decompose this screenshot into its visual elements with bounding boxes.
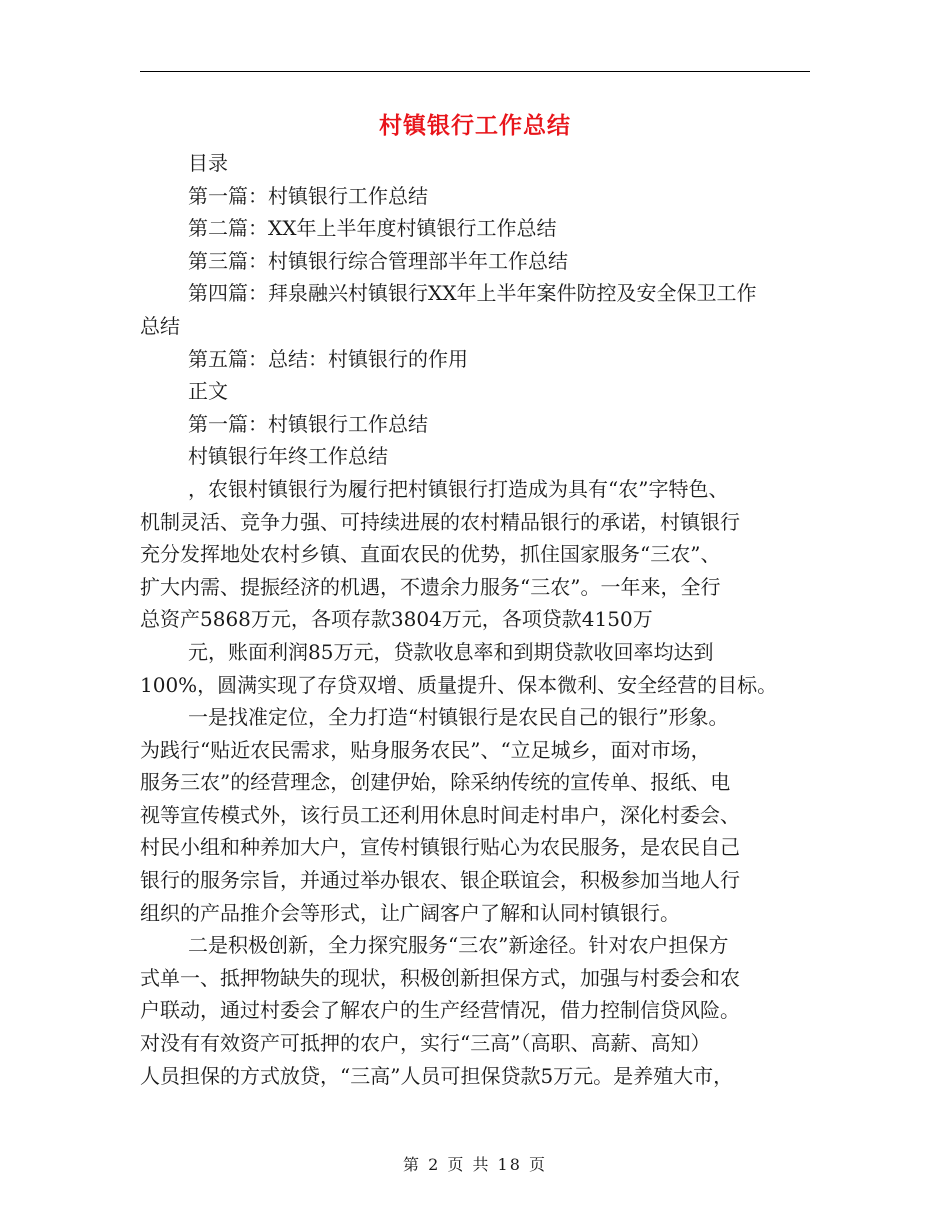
page-footer: 第 2 页 共 18 页 bbox=[403, 1155, 547, 1174]
text-line: 扩大内需、提振经济的机遇，不遗余力服务“三农”。一年来，全行 bbox=[140, 574, 721, 599]
text-line: 户联动，通过村委会了解农户的生产经营情况，借力控制信贷风险。 bbox=[140, 998, 740, 1023]
text-line: 充分发挥地处农村乡镇、直面农民的优势，抓住国家服务“三农”、 bbox=[140, 542, 721, 567]
text-line: ，农银村镇银行为履行把村镇银行打造成为具有“农”字特色、 bbox=[188, 476, 729, 501]
text-line: 第一篇：村镇银行工作总结 bbox=[188, 411, 428, 436]
text-line: 第一篇：村镇银行工作总结 bbox=[188, 183, 428, 208]
text-line: 一是找准定位，全力打造“村镇银行是农民自己的银行”形象。 bbox=[188, 705, 729, 730]
text-line: 元，账面利润85万元，贷款收息率和到期贷款收回率均达到 bbox=[188, 639, 714, 664]
text-line: 机制灵活、竞争力强、可持续进展的农村精品银行的承诺，村镇银行 bbox=[140, 509, 740, 534]
text-line: 目录 bbox=[188, 151, 228, 175]
text-line: 式单一、抵押物缺失的现状，积极创新担保方式，加强与村委会和农 bbox=[140, 965, 740, 990]
text-line: 村民小组和种养加大户，宣传村镇银行贴心为农民服务，是农民自己 bbox=[140, 835, 740, 860]
text-line: 组织的产品推介会等形式，让广阔客户了解和认同村镇银行。 bbox=[140, 900, 680, 925]
document-body bbox=[140, 147, 810, 1092]
header-rule bbox=[140, 71, 810, 72]
document-title: 村镇银行工作总结 bbox=[379, 112, 571, 139]
text-line: 服务三农”的经营理念，创建伊始，除采纳传统的宣传单、报纸、电 bbox=[140, 770, 731, 795]
text-line: 第二篇：XX年上半年度村镇银行工作总结 bbox=[188, 216, 557, 241]
text-line: 银行的服务宗旨，并通过举办银农、银企联谊会，积极参加当地人行 bbox=[140, 868, 740, 893]
text-line: 视等宣传模式外，该行员工还利用休息时间走村串户，深化村委会、 bbox=[140, 802, 740, 827]
text-line: 村镇银行年终工作总结 bbox=[188, 444, 388, 469]
text-line: 第三篇：村镇银行综合管理部半年工作总结 bbox=[188, 248, 568, 273]
text-line: 对没有有效资产可抵押的农户，实行“三高”（高职、高薪、高知） bbox=[140, 1031, 711, 1056]
text-line: 为践行“贴近农民需求，贴身服务农民”、“立足城乡，面对市场， bbox=[140, 737, 711, 762]
text-line: 正文 bbox=[188, 379, 228, 404]
text-line: 第四篇：拜泉融兴村镇银行XX年上半年案件防控及安全保卫工作 bbox=[188, 281, 757, 306]
text-line: 人员担保的方式放贷，“三高”人员可担保贷款5万元。是养殖大市， bbox=[140, 1063, 734, 1088]
text-line: 总结 bbox=[140, 313, 180, 338]
text-line: 二是积极创新，全力探究服务“三农”新途径。针对农户担保方 bbox=[188, 933, 729, 958]
text-line: 第五篇：总结：村镇银行的作用 bbox=[188, 346, 468, 371]
text-line: 100%，圆满实现了存贷双增、质量提升、保本微利、安全经营的目标。 bbox=[140, 672, 778, 697]
text-line: 总资产5868万元，各项存款3804万元，各项贷款4150万 bbox=[140, 607, 653, 632]
